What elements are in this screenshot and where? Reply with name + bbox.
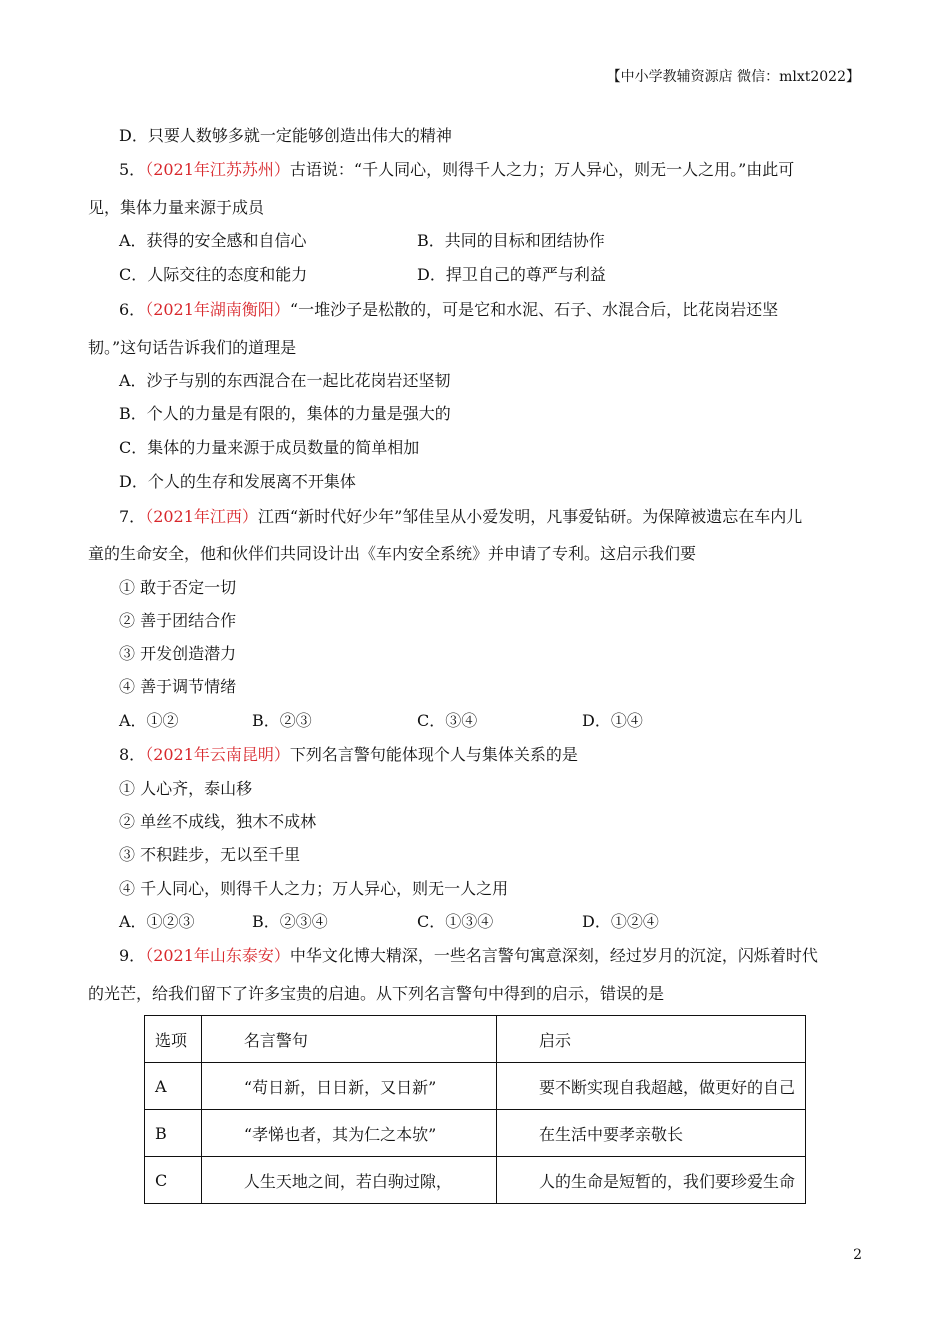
q7-item-3: ③ 开发创造潜力 [119,644,237,663]
q6-option-c: C．集体的力量来源于成员数量的简单相加 [119,438,420,457]
header-cell: 启示 [496,1016,805,1063]
q6-option-b: B．个人的力量是有限的，集体的力量是强大的 [119,404,451,423]
question-number: 8． [119,745,146,764]
q8-option-d: D．①②④ [582,912,659,931]
q5-option-d: D．捍卫自己的尊严与利益 [417,265,606,284]
q6-option-d: D．个人的生存和发展离不开集体 [119,472,356,491]
q5-option-c: C．人际交往的态度和能力 [119,265,308,284]
q4-option-d: D．只要人数够多就一定能够创造出伟大的精神 [119,126,452,145]
q8-option-b: B．②③④ [252,912,328,931]
question-text: 江西“新时代好少年”邹佳呈从小爱发明，凡事爱钻研。为保障被遗忘在车内儿 [257,507,803,526]
table-cell: A [145,1063,202,1110]
q8-item-1: ① 人心齐，泰山移 [119,779,253,798]
header-cell: 名言警句 [201,1016,496,1063]
q5-stem [119,158,794,182]
q6-stem [119,298,778,322]
q8-option-a: A．①②③ [119,912,195,931]
q9-stem [119,944,818,968]
question-text: “一堆沙子是松散的，可是它和水泥、石子、水混合后，比花岗岩还坚 [289,300,779,319]
question-source: （2021年云南昆明） [145,745,290,764]
page-number: 2 [853,1247,862,1263]
table-header-row [145,1016,806,1063]
question-source: （2021年江西） [145,507,258,526]
table-cell: “孝悌也者，其为仁之本欤” [201,1110,496,1157]
q9-stem-cont: 的光芒，给我们留下了许多宝贵的启迪。从下列名言警句中得到的启示，错误的是 [88,984,665,1003]
q8-item-3: ③ 不积跬步，无以至千里 [119,845,301,864]
table-cell: 在生活中要孝亲敬长 [496,1110,805,1157]
table-row [145,1157,806,1204]
q6-option-a: A．沙子与别的东西混合在一起比花岗岩还坚韧 [119,371,451,390]
question-source: （2021年山东泰安） [145,946,290,965]
q9-table [144,1015,806,1204]
q8-option-c: C．①③④ [417,912,494,931]
table-row [145,1110,806,1157]
table-cell: 人的生命是短暂的，我们要珍爱生命 [496,1157,805,1204]
question-number: 5． [119,160,146,179]
q8-item-4: ④ 千人同心，则得千人之力；万人异心，则无一人之用 [119,879,509,898]
q7-option-d: D．①④ [582,711,643,730]
q5-option-a: A．获得的安全感和自信心 [119,231,307,250]
q7-option-a: A．①② [119,711,179,730]
q5-option-b: B．共同的目标和团结协作 [417,231,605,250]
q7-stem-cont: 童的生命安全，他和伙伴们共同设计出《车内安全系统》并申请了专利。这启示我们要 [88,544,697,563]
q6-stem-cont: 韧。”这句话告诉我们的道理是 [88,338,297,357]
question-source: （2021年湖南衡阳） [145,300,290,319]
question-source: （2021年江苏苏州） [145,160,290,179]
table-cell: B [145,1110,202,1157]
table-row [145,1063,806,1110]
question-text: 古语说：“千人同心，则得千人之力；万人异心，则无一人之用。”由此可 [289,160,795,179]
q5-stem-cont: 见，集体力量来源于成员 [88,198,265,217]
table-cell: 人生天地之间，若白驹过隙， [201,1157,496,1204]
q8-item-2: ② 单丝不成线，独木不成林 [119,812,317,831]
q7-option-b: B．②③ [252,711,312,730]
table-cell: “苟日新，日日新，又日新” [201,1063,496,1110]
q7-item-2: ② 善于团结合作 [119,611,237,630]
q7-stem [119,505,802,529]
table-cell: 要不断实现自我超越，做更好的自己 [496,1063,805,1110]
question-number: 7． [119,507,146,526]
q8-stem [119,743,578,767]
q7-item-4: ④ 善于调节情绪 [119,677,237,696]
q7-item-1: ① 敢于否定一切 [119,578,237,597]
header-cell: 选项 [145,1016,202,1063]
table-cell: C [145,1157,202,1204]
question-text: 中华文化博大精深，一些名言警句寓意深刻，经过岁月的沉淀，闪烁着时代 [289,946,818,965]
question-number: 6． [119,300,146,319]
page-header: 【中小学教辅资源店 微信：mlxt2022】 [606,69,860,85]
question-number: 9． [119,946,146,965]
question-text: 下列名言警句能体现个人与集体关系的是 [289,745,578,764]
q7-option-c: C．③④ [417,711,478,730]
